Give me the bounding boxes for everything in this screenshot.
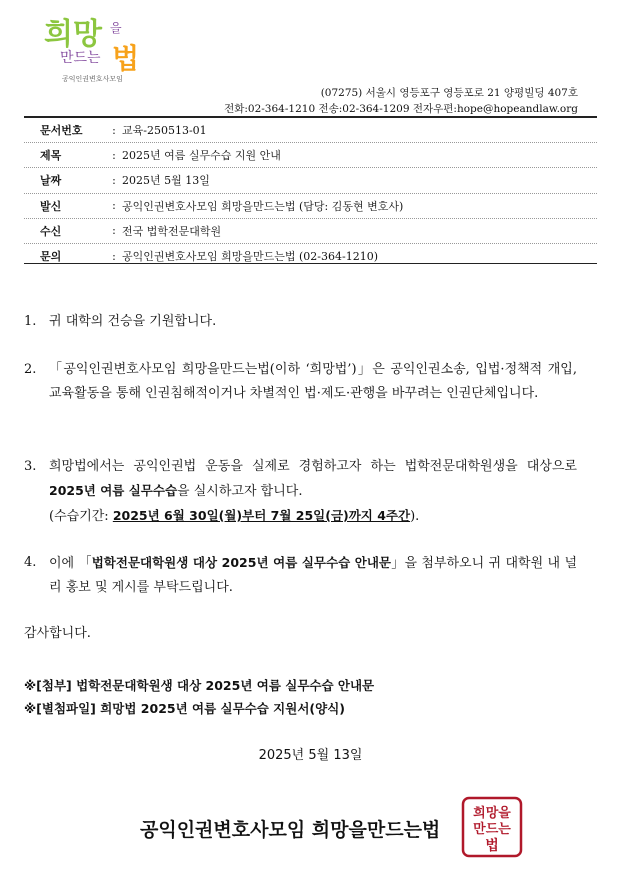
meta-key: 문의 bbox=[40, 250, 62, 264]
meta-row-recipient bbox=[24, 219, 597, 244]
text-segment: ). bbox=[410, 509, 420, 524]
meta-colon: : bbox=[112, 199, 116, 213]
meta-row-date bbox=[24, 168, 597, 193]
logo-graphic bbox=[40, 8, 160, 78]
closing-remark: 감사합니다. bbox=[24, 626, 91, 641]
paragraph-1 bbox=[24, 310, 577, 334]
meta-colon: : bbox=[112, 249, 116, 263]
svg-text:만드는: 만드는 bbox=[473, 822, 511, 837]
text-segment: 희망법에서는 공익인권법 운동을 실제로 경험하고자 하는 법학전문대학원생을 대상으로 bbox=[49, 459, 577, 474]
meta-colon: : bbox=[112, 173, 116, 187]
meta-row-subject bbox=[24, 143, 597, 168]
meta-key: 제목 bbox=[40, 149, 62, 163]
attachment-item: ※[첨부] 법학전문대학원생 대상 2025년 여름 실무수습 안내문 bbox=[24, 678, 375, 693]
meta-key: 날짜 bbox=[40, 174, 62, 188]
logo bbox=[40, 8, 160, 84]
svg-text:법: 법 bbox=[112, 42, 140, 75]
meta-value: 공익인권변호사모임 희망을만드는법 (담당: 김동현 변호사) bbox=[122, 199, 404, 213]
svg-text:희망을: 희망을 bbox=[473, 806, 511, 821]
svg-text:을: 을 bbox=[110, 21, 122, 35]
meta-value: 공익인권변호사모임 희망을만드는법 (02-364-1210) bbox=[122, 250, 379, 264]
meta-key: 수신 bbox=[40, 224, 62, 238]
organization-name: 공익인권변호사모임 희망을만드는법 bbox=[140, 819, 441, 841]
document-meta-table bbox=[24, 118, 597, 268]
bold-highlight: 2025년 여름 실무수습 bbox=[49, 483, 178, 498]
bold-highlight: 법학전문대학원생 대상 2025년 여름 실무수습 안내문 bbox=[91, 555, 391, 570]
paragraph-text: 「공익인권변호사모임 희망을만드는법(이하 ‘희망법’)」은 공익인권소송, 입법·정책적 개입, 교육활동을 통해 인권침해적이거나 차별적인 법·제도·관행을 바꾸려는 인권단체입니다. bbox=[49, 362, 577, 401]
paragraph-text bbox=[49, 455, 577, 529]
meta-value: 전국 법학전문대학원 bbox=[122, 224, 222, 238]
meta-colon: : bbox=[112, 123, 116, 137]
text-segment: (수습기간: bbox=[49, 509, 113, 524]
meta-row-sender bbox=[24, 194, 597, 219]
meta-row-doc-number bbox=[24, 118, 597, 143]
paragraph-3 bbox=[24, 455, 577, 529]
svg-text:만드는: 만드는 bbox=[60, 50, 101, 66]
meta-row-inquiry bbox=[24, 244, 597, 268]
text-segment: 을 실시하고자 합니다. bbox=[177, 484, 303, 499]
meta-value: 2025년 5월 13일 bbox=[122, 174, 210, 188]
attachment-item: ※[별첨파일] 희망법 2025년 여름 실무수습 지원서(양식) bbox=[24, 701, 345, 716]
paragraph-number: 2. bbox=[24, 362, 37, 377]
logo-subtitle: 공익인권변호사모임 bbox=[62, 75, 123, 83]
meta-divider bbox=[24, 263, 597, 264]
text-segment: 이에 「 bbox=[49, 556, 92, 571]
period-highlight: 2025년 6월 30일(월)부터 7월 25일(금)까지 4주간 bbox=[112, 508, 411, 523]
address-line: (07275) 서울시 영등포구 영등포로 21 양평빌딩 407호 bbox=[320, 87, 578, 99]
paragraph-2 bbox=[24, 358, 577, 406]
meta-key: 발신 bbox=[40, 199, 62, 213]
contact-line: 전화:02-364-1210 전송:02-364-1209 전자우편:hope@hopeandlaw.org bbox=[224, 103, 578, 115]
paragraph-number: 3. bbox=[24, 459, 37, 474]
svg-text:희망: 희망 bbox=[44, 17, 102, 52]
signature-date: 2025년 5월 13일 bbox=[258, 748, 363, 763]
meta-key: 문서번호 bbox=[40, 124, 83, 138]
meta-value: 교육-250513-01 bbox=[122, 124, 207, 138]
paragraph-text: 귀 대학의 건승을 기원합니다. bbox=[49, 314, 217, 329]
meta-colon: : bbox=[112, 224, 116, 238]
paragraph-4 bbox=[24, 551, 577, 600]
paragraph-text bbox=[49, 551, 577, 600]
meta-value: 2025년 여름 실무수습 지원 안내 bbox=[122, 149, 281, 163]
svg-text:법: 법 bbox=[485, 838, 499, 854]
meta-colon: : bbox=[112, 148, 116, 162]
text-segment: 」을 첨부하오니 귀 대학원 내 널리 홍보 및 게시를 부탁드립니다. bbox=[49, 556, 578, 595]
organization-seal-icon bbox=[460, 795, 524, 859]
paragraph-number: 4. bbox=[24, 555, 37, 570]
paragraph-number: 1. bbox=[24, 314, 37, 329]
